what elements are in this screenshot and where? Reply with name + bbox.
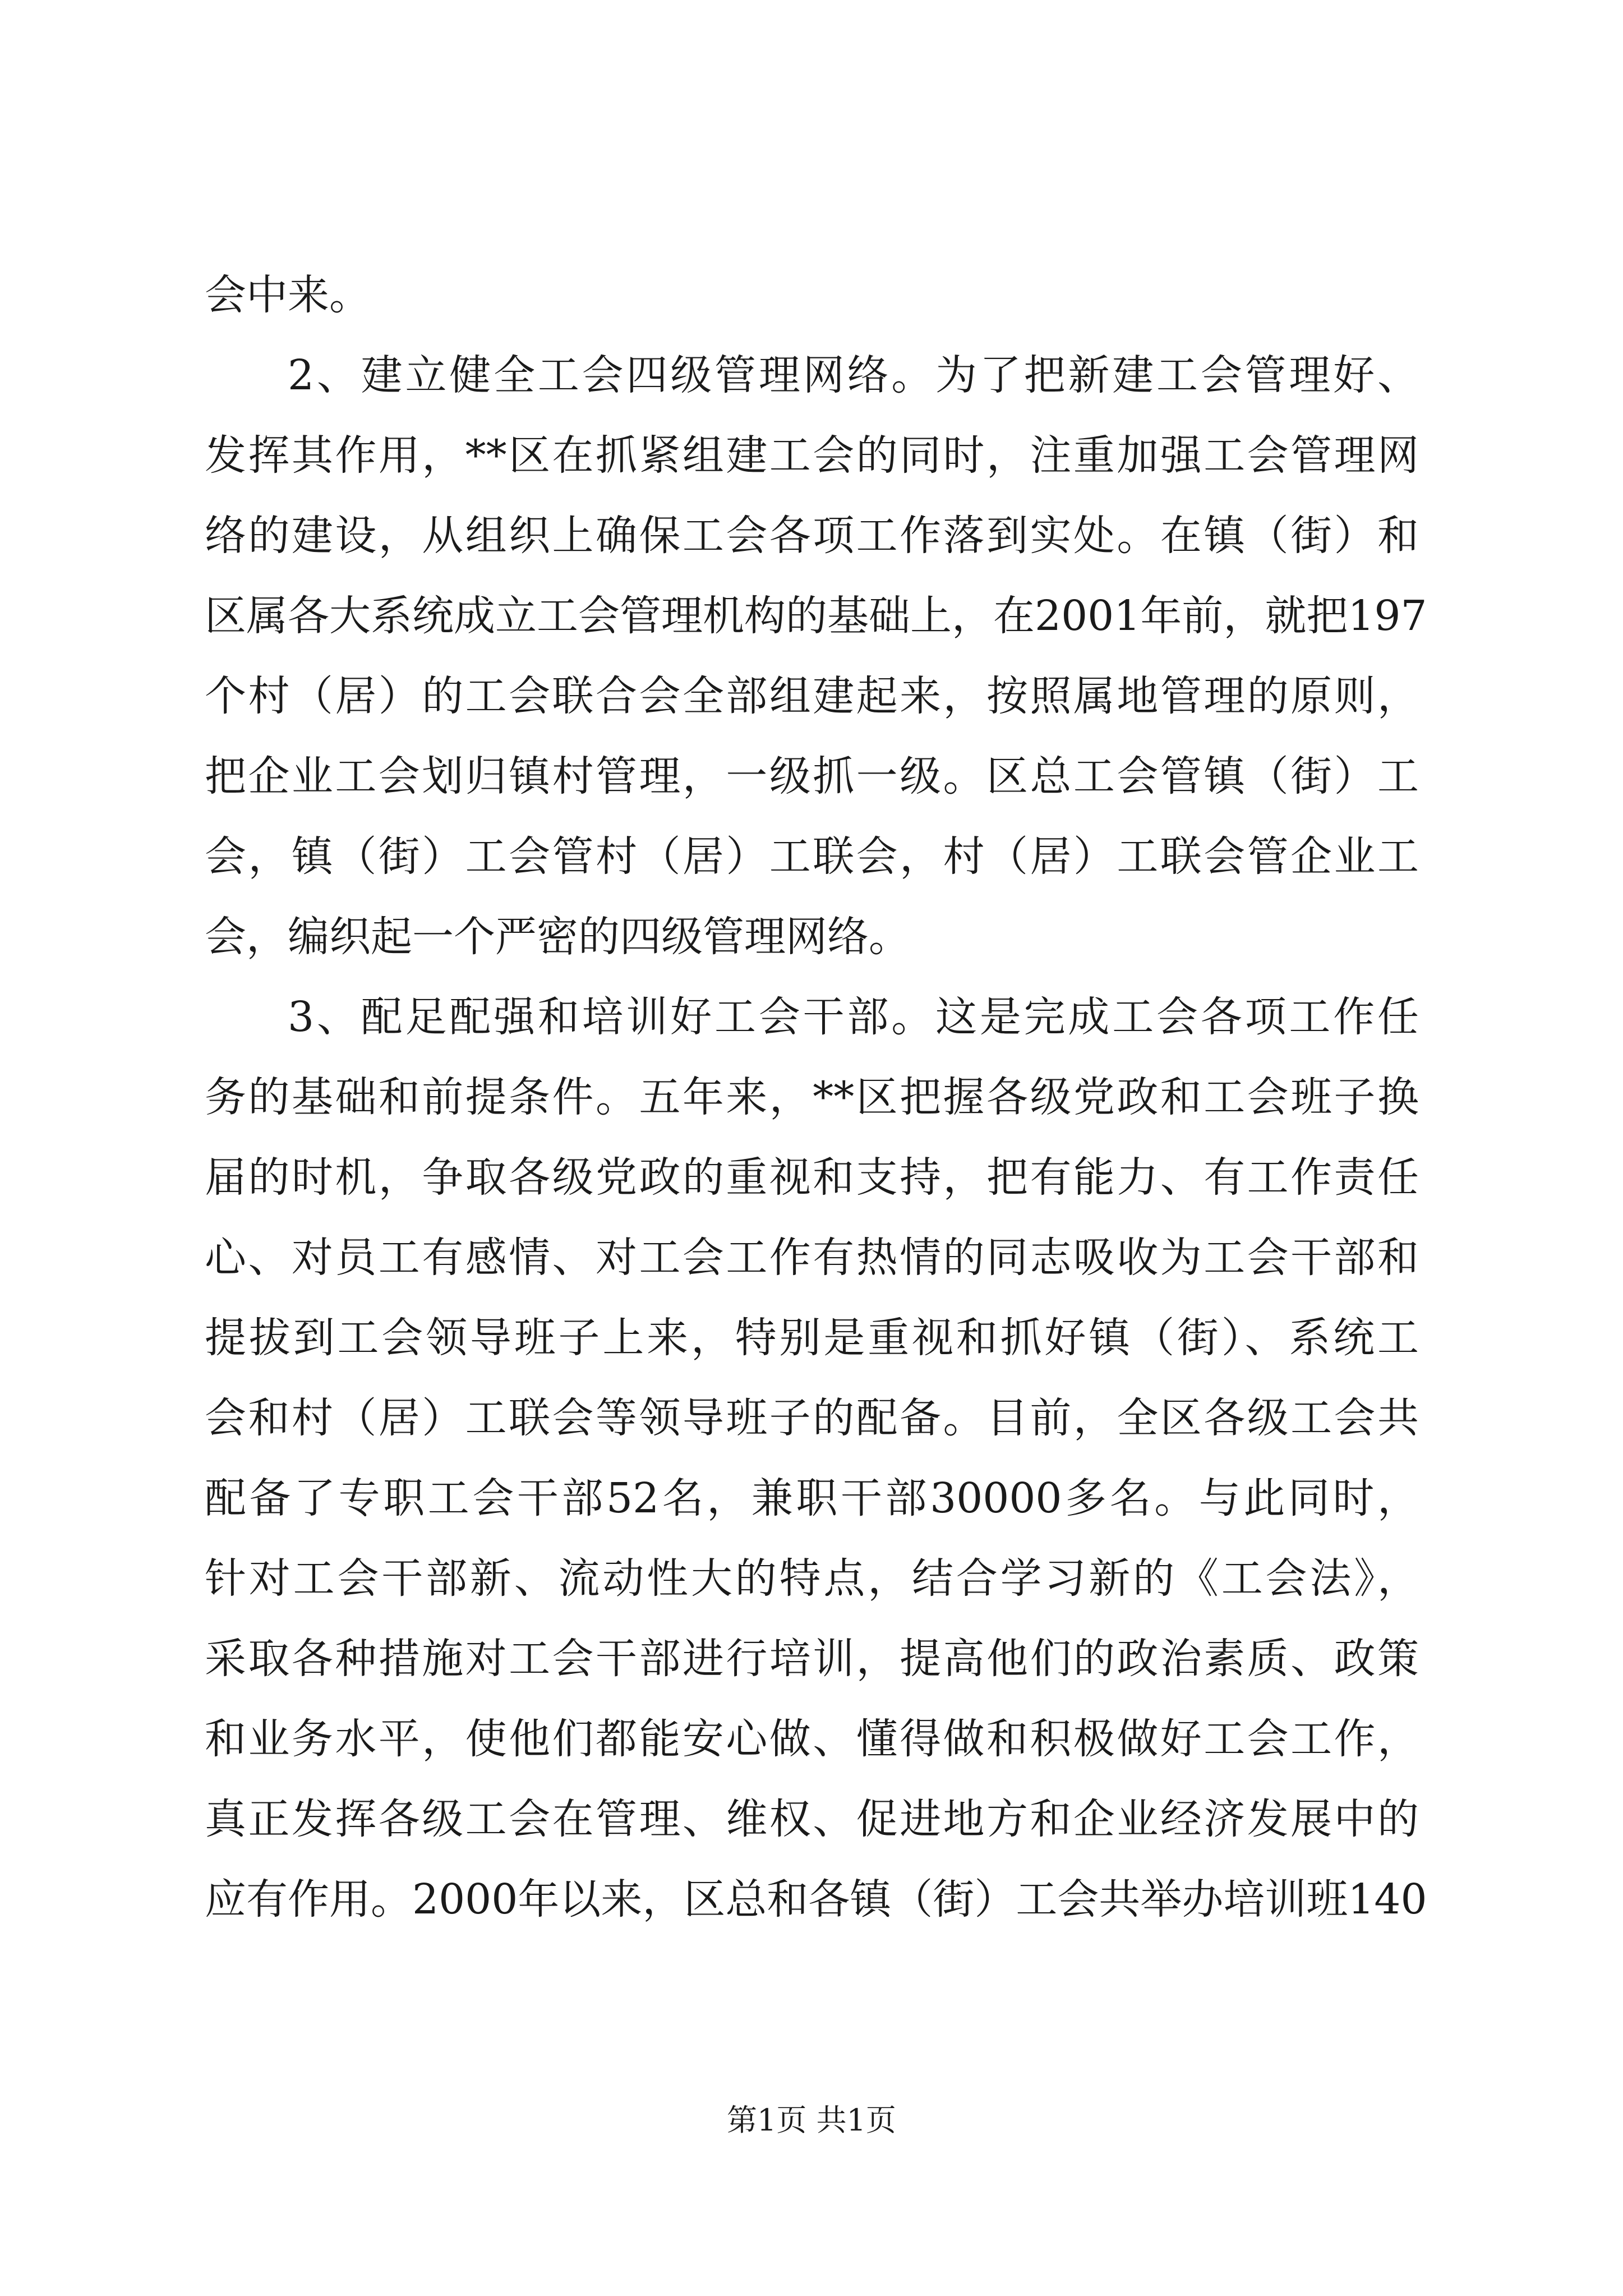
text-line-20: 真正发挥各级工会在管理、维权、促进地方和企业经济发展中的 — [205, 1795, 1419, 1843]
text-line-12: 届的时机，争取各级党政的重视和支持，把有能力、有工作责任 — [205, 1153, 1419, 1202]
text-line-16: 配备了专职工会干部52名，兼职干部30000多名。与此同时， — [205, 1474, 1419, 1522]
document-body — [205, 255, 1427, 1940]
text-line-4: 络的建设，从组织上确保工会各项工作落到实处。在镇（街）和 — [205, 512, 1419, 560]
text-line-9: 会，编织起一个严密的四级管理网络。 — [205, 913, 910, 961]
text-line-11: 务的基础和前提条件。五年来，**区把握各级党政和工会班子换 — [205, 1073, 1419, 1121]
text-line-8: 会，镇（街）工会管村（居）工联会，村（居）工联会管企业工 — [205, 832, 1419, 881]
text-line-10: 3、配足配强和培训好工会干部。这是完成工会各项工作任 — [288, 993, 1419, 1041]
text-line-5: 区属各大系统成立工会管理机构的基础上，在2001年前，就把197 — [205, 592, 1427, 640]
text-line-15: 会和村（居）工联会等领导班子的配备。目前，全区各级工会共 — [205, 1394, 1419, 1442]
text-line-6: 个村（居）的工会联合会全部组建起来，按照属地管理的原则， — [205, 672, 1419, 720]
text-line-14: 提拔到工会领导班子上来，特别是重视和抓好镇（街）、系统工 — [205, 1314, 1419, 1362]
text-line-2: 2、建立健全工会四级管理网络。为了把新建工会管理好、 — [288, 351, 1419, 399]
text-line-7: 把企业工会划归镇村管理，一级抓一级。区总工会管镇（街）工 — [205, 752, 1419, 800]
text-line-19: 和业务水平，使他们都能安心做、懂得做和积极做好工会工作， — [205, 1715, 1419, 1763]
text-line-3: 发挥其作用，**区在抓紧组建工会的同时，注重加强工会管理网 — [205, 431, 1419, 480]
page-footer: 第1页 共1页 — [727, 2102, 896, 2138]
text-line-21: 应有作用。2000年以来，区总和各镇（街）工会共举办培训班140 — [205, 1875, 1427, 1924]
text-line-1: 会中来。 — [205, 271, 371, 319]
text-line-17: 针对工会干部新、流动性大的特点，结合学习新的《工会法》， — [205, 1554, 1419, 1603]
text-line-13: 心、对员工有感情、对工会工作有热情的同志吸收为工会干部和 — [205, 1234, 1419, 1282]
text-line-18: 采取各种措施对工会干部进行培训，提高他们的政治素质、政策 — [205, 1635, 1419, 1683]
